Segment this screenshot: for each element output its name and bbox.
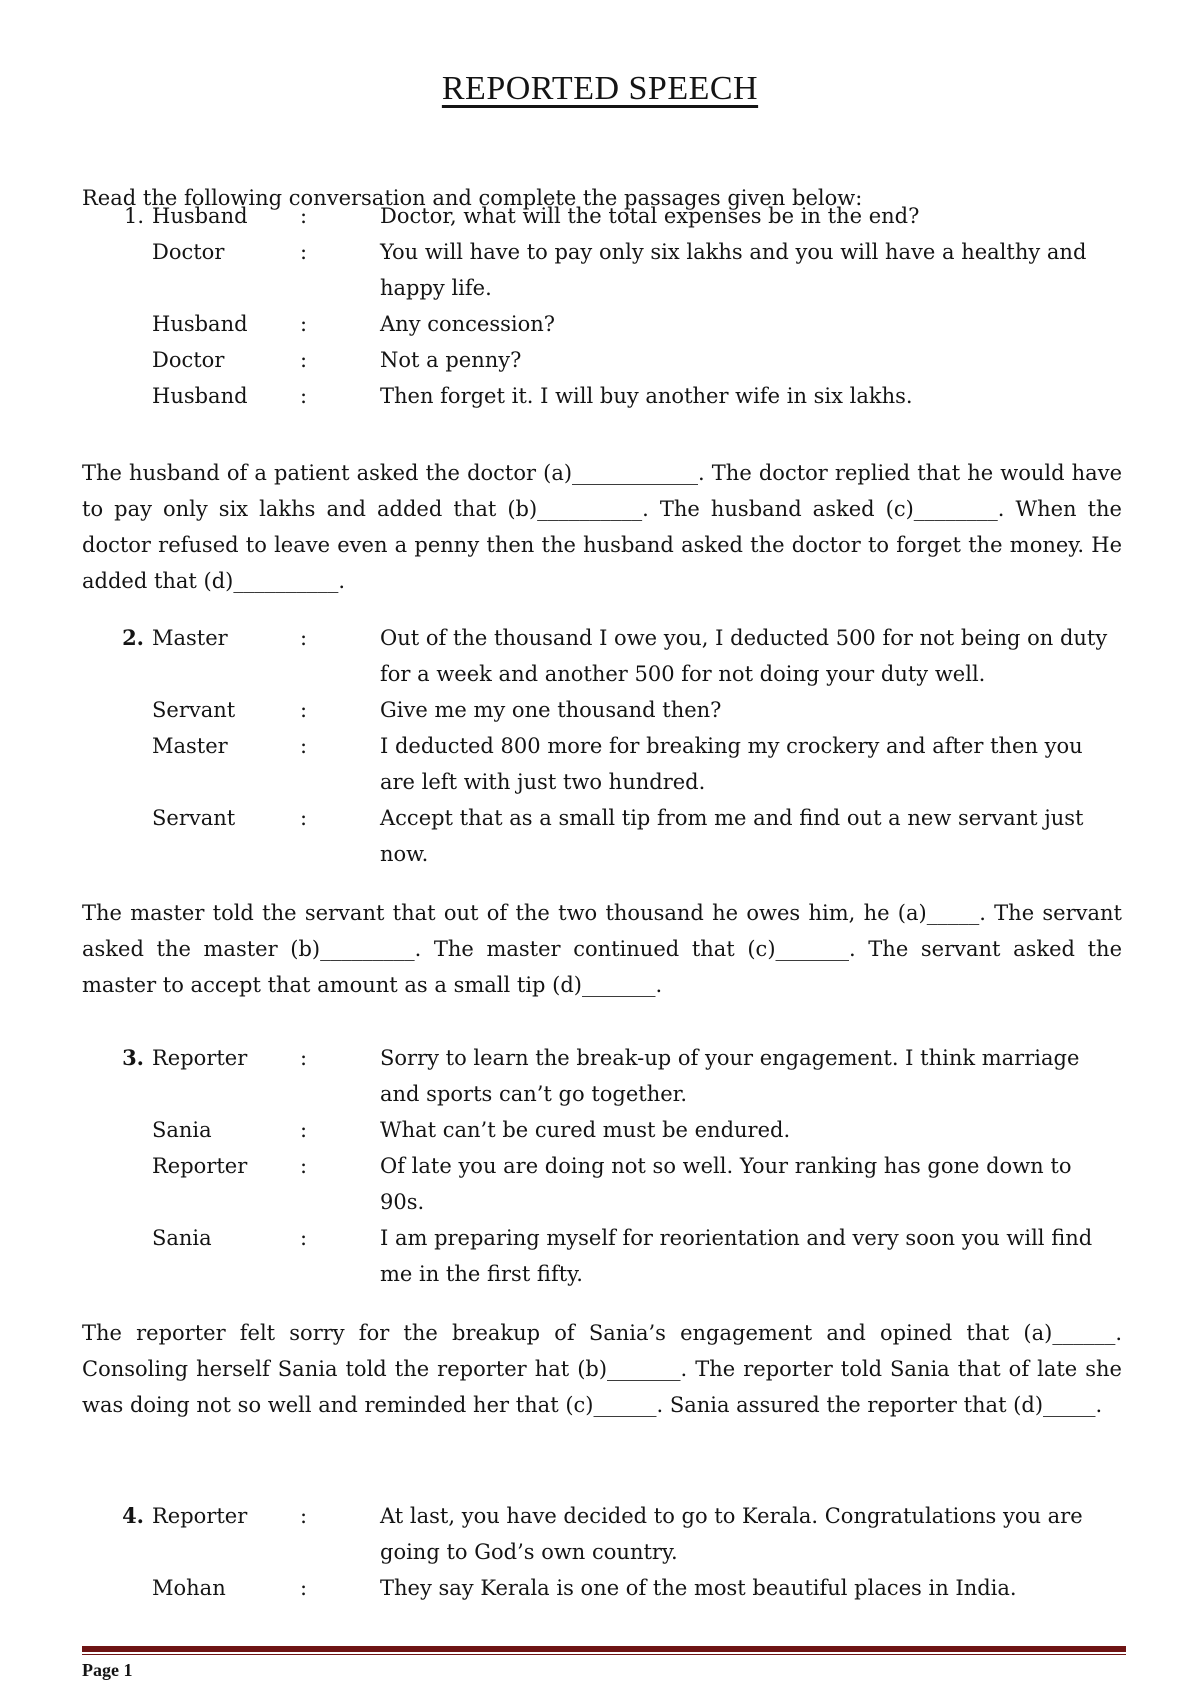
utterance: At last, you have decided to go to Kerala. Congratulations you are going to God’s own country. [380,1504,1083,1564]
utterance: Then forget it. I will buy another wife in six lakhs. [380,384,913,408]
speaker: Reporter [152,1046,248,1070]
colon: : [300,312,308,336]
question-number: 4. [122,1503,144,1528]
utterance: Give me my one thousand then? [380,698,722,722]
speaker: Master [152,626,228,650]
colon: : [300,1504,308,1528]
dialogue-line [82,234,1122,306]
dialogue-line [82,1498,1122,1570]
utterance: Accept that as a small tip from me and find out a new servant just now. [380,806,1084,866]
dialogue-2 [82,620,1122,872]
dialogue-line [82,342,1122,378]
utterance: I deducted 800 more for breaking my crockery and after then you are left with just two hundred. [380,734,1083,794]
speaker: Reporter [152,1504,248,1528]
utterance: Out of the thousand I owe you, I deducted 500 for not being on duty for a week and another 500 for not doing your duty well. [380,626,1108,686]
footer-rule [82,1646,1126,1652]
dialogue-line [82,800,1122,872]
dialogue-line [82,1112,1122,1148]
dialogue-line [82,1148,1122,1220]
utterance: Not a penny? [380,348,522,372]
colon: : [300,1576,308,1600]
dialogue-line [82,378,1122,414]
footer-rule-thin [82,1654,1126,1655]
utterance: What can’t be cured must be endured. [380,1118,791,1142]
dialogue-line [82,620,1122,692]
page-number: Page 1 [82,1660,133,1680]
utterance: Doctor, what will the total expenses be in the end? [380,204,920,228]
question-number: 3. [122,1045,144,1070]
utterance: Of late you are doing not so well. Your ranking has gone down to 90s. [380,1154,1072,1214]
utterance: I am preparing myself for reorientation and very soon you will find me in the first fifty. [380,1226,1093,1286]
utterance: Any concession? [380,312,556,336]
colon: : [300,240,308,264]
colon: : [300,1226,308,1250]
passage-3: The reporter felt sorry for the breakup of Sania’s engagement and opined that (a)______. Consoling herself Sania told the reporter hat (b)_______. The reporter told Sania that of late she was doing not so well and reminded her that (c)______. Sania assured the reporter that (d)_____. [82,1321,1122,1417]
speaker: Servant [152,698,236,722]
colon: : [300,698,308,722]
page-title: REPORTED SPEECH [441,70,759,107]
speaker: Sania [152,1226,212,1250]
speaker: Husband [152,384,248,408]
question-number: 2. [122,625,144,650]
speaker: Husband [152,312,248,336]
dialogue-line [82,692,1122,728]
speaker: Husband [152,204,248,228]
utterance: Sorry to learn the break-up of your engagement. I think marriage and sports can’t go together. [380,1046,1080,1106]
dialogue-line [82,1040,1122,1112]
dialogue-line [82,198,1122,234]
colon: : [300,1118,308,1142]
utterance: They say Kerala is one of the most beautiful places in India. [380,1576,1017,1600]
colon: : [300,348,308,372]
speaker: Reporter [152,1154,248,1178]
speaker: Master [152,734,228,758]
colon: : [300,1046,308,1070]
colon: : [300,1154,308,1178]
utterance: You will have to pay only six lakhs and you will have a healthy and happy life. [380,240,1087,300]
passage-2: The master told the servant that out of the two thousand he owes him, he (a)_____. The servant asked the master (b)_________. The master continued that (c)_______. The servant asked the master to accept that amount as a small tip (d)_______. [82,901,1122,997]
instructions: Read the following conversation and complete the passages given below: [82,186,863,210]
speaker: Doctor [152,240,225,264]
speaker: Mohan [152,1576,226,1600]
colon: : [300,806,308,830]
dialogue-line [82,306,1122,342]
colon: : [300,626,308,650]
dialogue-line [82,1220,1122,1292]
dialogue-line [82,728,1122,800]
colon: : [300,734,308,758]
question-number: 1. [123,204,144,228]
dialogue-line [82,1570,1122,1606]
speaker: Sania [152,1118,212,1142]
colon: : [300,204,308,228]
speaker: Servant [152,806,236,830]
speaker: Doctor [152,348,225,372]
passage-1: The husband of a patient asked the doctor (a)____________. The doctor replied that he would have to pay only six lakhs and added that (b)__________. The husband asked (c)________. When the doctor refused to leave even a penny then the husband asked the doctor to forget the money. He added that (d)__________. [82,461,1122,593]
dialogue-4 [82,1498,1122,1606]
colon: : [300,384,308,408]
dialogue-1 [82,198,1122,414]
dialogue-3 [82,1040,1122,1292]
